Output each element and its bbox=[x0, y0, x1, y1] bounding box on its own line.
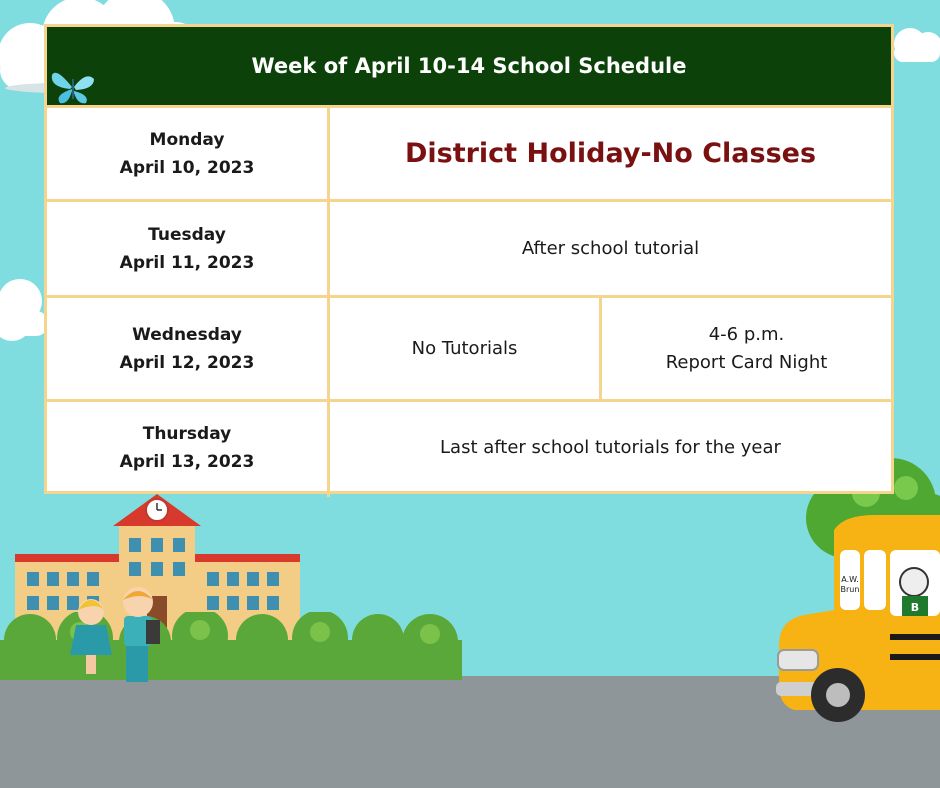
day-date: April 11, 2023 bbox=[119, 252, 255, 273]
day-name: Monday bbox=[149, 129, 225, 150]
day-name: Thursday bbox=[142, 424, 232, 444]
schedule-title: Week of April 10-14 School Schedule bbox=[251, 54, 687, 78]
holiday-notice: District Holiday-No Classes bbox=[404, 137, 817, 169]
bus-window-label-2: Brun bbox=[840, 585, 860, 594]
day-cell-tuesday bbox=[47, 202, 327, 295]
day-name: Wednesday bbox=[132, 324, 242, 345]
butterfly-icon bbox=[50, 65, 96, 105]
note-text: Last after school tutorials for the year bbox=[440, 437, 781, 458]
note-cell-tuesday bbox=[330, 202, 891, 295]
note-cell-wednesday bbox=[330, 298, 599, 399]
schedule-table bbox=[44, 24, 894, 494]
day-date: April 12, 2023 bbox=[119, 352, 255, 373]
bus-badge-letter: B bbox=[910, 601, 920, 614]
event-time: 4-6 p.m. bbox=[708, 323, 785, 345]
schedule-header bbox=[47, 27, 891, 105]
day-date: April 13, 2023 bbox=[119, 452, 255, 472]
day-cell-wednesday bbox=[47, 298, 327, 399]
cloud-top-right bbox=[890, 22, 940, 66]
day-cell-thursday bbox=[47, 402, 327, 494]
note-text: After school tutorial bbox=[521, 237, 700, 259]
school-bus bbox=[774, 510, 940, 730]
note-text: No Tutorials bbox=[411, 337, 518, 359]
note-cell-monday bbox=[330, 108, 891, 199]
day-cell-monday bbox=[47, 108, 327, 199]
children-figures bbox=[66, 580, 176, 690]
bus-window-label-1: A.W. bbox=[841, 575, 859, 584]
day-date: April 10, 2023 bbox=[119, 157, 255, 178]
event-cell-wednesday bbox=[602, 298, 891, 399]
note-cell-thursday bbox=[330, 402, 891, 494]
event-name: Report Card Night bbox=[665, 351, 828, 373]
cloud-left-middle bbox=[0, 276, 48, 346]
day-name: Tuesday bbox=[148, 224, 226, 245]
